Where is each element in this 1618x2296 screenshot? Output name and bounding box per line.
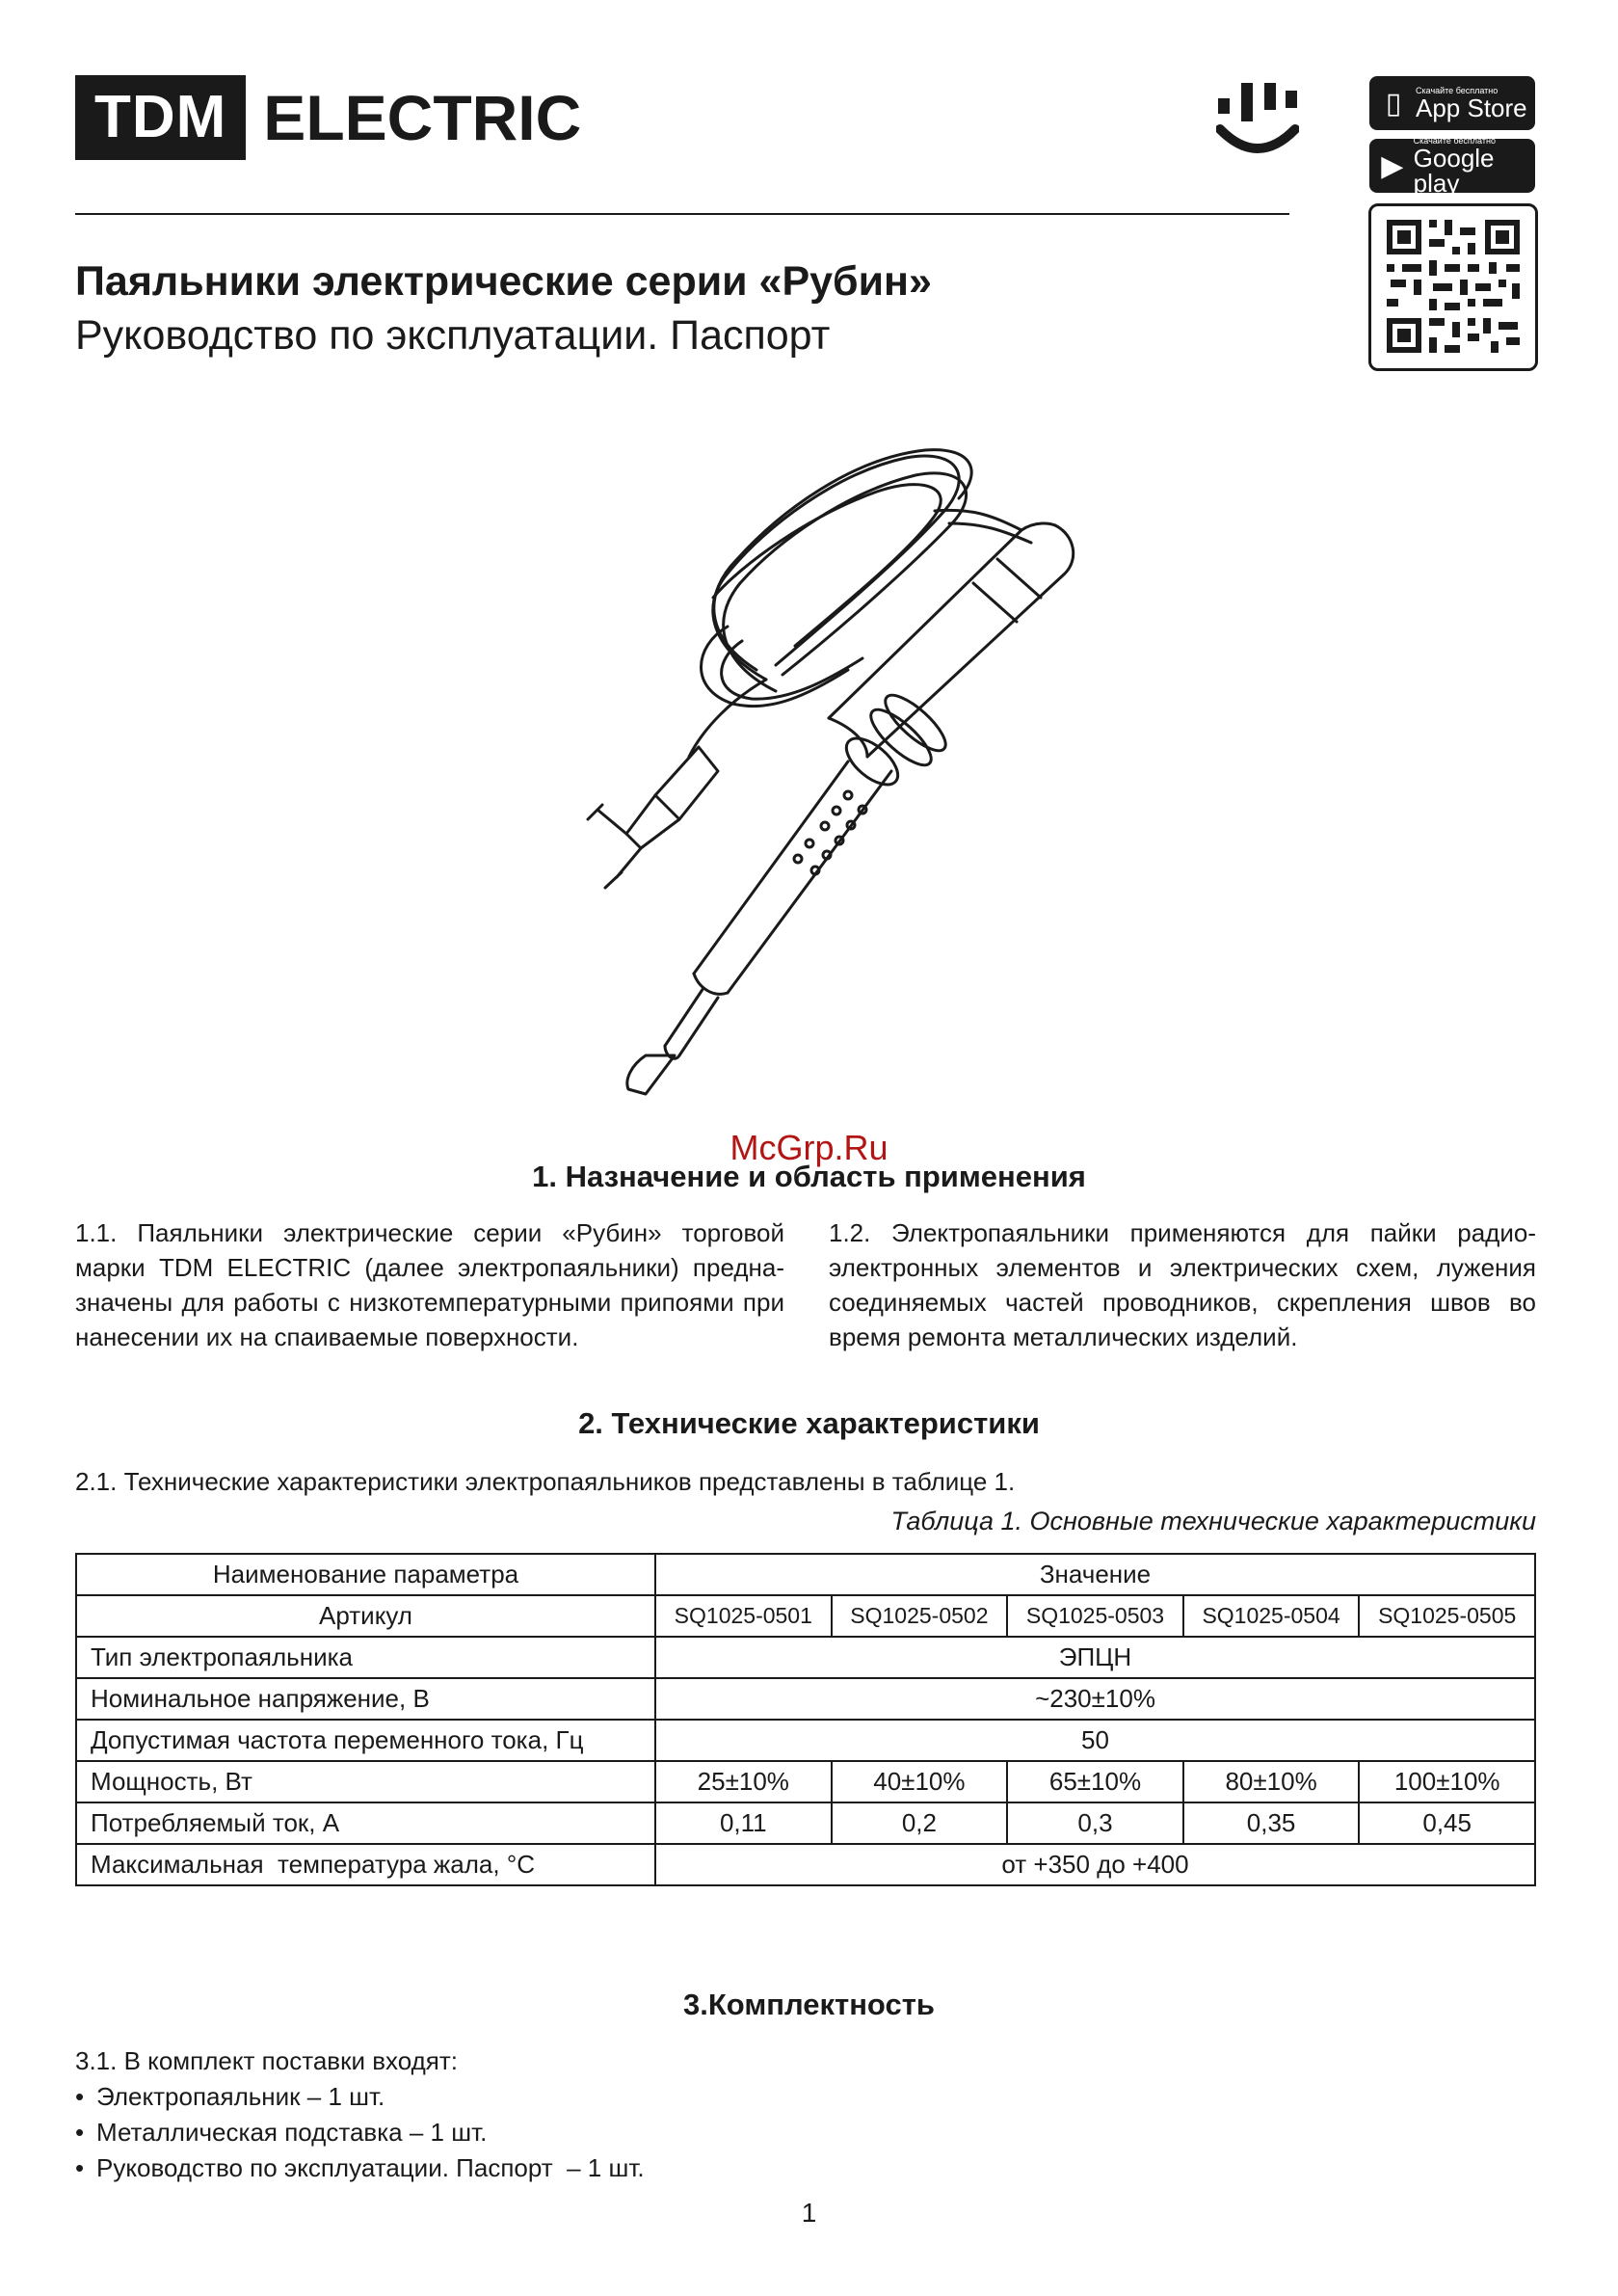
type-value: ЭПЦН bbox=[655, 1637, 1535, 1678]
article-label: Артикул bbox=[76, 1595, 655, 1637]
temperature-value: от +350 до +400 bbox=[655, 1844, 1535, 1885]
table-row bbox=[76, 1761, 1535, 1802]
current-cell: 0,3 bbox=[1007, 1802, 1183, 1844]
appstore-small-text: Скачайте бесплатно bbox=[1416, 86, 1499, 95]
voltage-value: ~230±10% bbox=[655, 1678, 1535, 1720]
list-item-text: Электропаяльник – 1 шт. bbox=[96, 2082, 385, 2111]
article-cell: SQ1025-0501 bbox=[655, 1595, 832, 1637]
current-cell: 0,11 bbox=[655, 1802, 832, 1844]
current-cell: 0,45 bbox=[1359, 1802, 1535, 1844]
googleplay-label: Google play bbox=[1413, 144, 1495, 198]
googleplay-small-text: Скачайте бесплатно bbox=[1413, 136, 1496, 146]
list-item-text: Руководство по эксплуатации. Паспорт – 1 шт. bbox=[96, 2153, 645, 2182]
logo-box: TDM bbox=[75, 75, 246, 160]
page-subtitle: Руководство по эксплуатации. Паспорт bbox=[75, 312, 831, 359]
article-cell: SQ1025-0502 bbox=[832, 1595, 1008, 1637]
phone-icon: ▯ bbox=[1385, 87, 1402, 120]
list-item bbox=[75, 2153, 645, 2183]
param-header: Наименование параметра bbox=[76, 1554, 655, 1595]
table-row bbox=[76, 1637, 1535, 1678]
power-cell: 100±10% bbox=[1359, 1761, 1535, 1802]
table-row bbox=[76, 1678, 1535, 1720]
page-number: 1 bbox=[801, 2198, 817, 2228]
table-row bbox=[76, 1720, 1535, 1761]
section-2-intro: 2.1. Технические характеристики электропаяльников представлены в таблице 1. bbox=[75, 1467, 1016, 1496]
app-store-badge[interactable] bbox=[1369, 76, 1535, 130]
value-header: Значение bbox=[655, 1554, 1535, 1595]
section-2-heading: 2. Технические характеристики bbox=[578, 1406, 1040, 1440]
article-cell: SQ1025-0505 bbox=[1359, 1595, 1535, 1637]
list-item-text: Металлическая подставка – 1 шт. bbox=[96, 2118, 488, 2147]
bullet-icon: • bbox=[75, 2082, 85, 2111]
temperature-label: Максимальная температура жала, °С bbox=[76, 1844, 655, 1885]
voltage-label: Номинальное напряжение, В bbox=[76, 1678, 655, 1720]
table-row bbox=[76, 1554, 1535, 1595]
qr-code bbox=[1368, 203, 1538, 371]
section-3-intro: 3.1. В комплект поставки входят: bbox=[75, 2046, 459, 2075]
header-rule bbox=[75, 213, 1289, 215]
list-item bbox=[75, 2082, 385, 2112]
article-cell: SQ1025-0504 bbox=[1183, 1595, 1360, 1637]
frequency-label: Допустимая частота переменного тока, Гц bbox=[76, 1720, 655, 1761]
table-row bbox=[76, 1595, 1535, 1637]
article-cell: SQ1025-0503 bbox=[1007, 1595, 1183, 1637]
type-label: Тип электропаяльника bbox=[76, 1637, 655, 1678]
table-caption: Таблица 1. Основные технические характеристики bbox=[890, 1507, 1536, 1535]
bullet-icon: • bbox=[75, 2118, 85, 2147]
specifications-table bbox=[75, 1553, 1536, 1886]
appstore-label: App Store bbox=[1416, 93, 1527, 122]
section-1-paragraph-1: 1.1. Паяльники электрические серии «Рубин» торговой марки TDM ELECTRIC (далее электропаяльники) предна-значены для работы с низкотемпературными припоями при нанесении их на спаиваемые поверхности. bbox=[75, 1218, 784, 1351]
section-1-paragraph-2: 1.2. Электропаяльники применяются для пайки радио-электронных элементов и электрических схем, лужения соединяемых частей проводников, скрепления швов во время ремонта металлических изделий. bbox=[829, 1218, 1536, 1351]
section-3-heading: 3.Комплектность bbox=[683, 1988, 935, 2021]
section-1-heading: 1. Назначение и область применения bbox=[532, 1160, 1086, 1193]
google-play-badge[interactable] bbox=[1369, 136, 1535, 198]
brand-logo bbox=[75, 75, 581, 160]
bullet-icon: • bbox=[75, 2153, 85, 2182]
table-row bbox=[76, 1802, 1535, 1844]
power-label: Мощность, Вт bbox=[76, 1761, 655, 1802]
power-cell: 25±10% bbox=[655, 1761, 832, 1802]
power-cell: 80±10% bbox=[1183, 1761, 1360, 1802]
watermark: McGrp.Ru bbox=[729, 1128, 889, 1167]
list-item bbox=[75, 2118, 487, 2148]
play-icon: ▶ bbox=[1381, 149, 1404, 182]
current-cell: 0,35 bbox=[1183, 1802, 1360, 1844]
power-cell: 65±10% bbox=[1007, 1761, 1183, 1802]
table-row bbox=[76, 1844, 1535, 1885]
power-cell: 40±10% bbox=[832, 1761, 1008, 1802]
soldering-iron-illustration bbox=[520, 439, 1099, 1104]
current-label: Потребляемый ток, А bbox=[76, 1802, 655, 1844]
logo-word: ELECTRIC bbox=[263, 82, 582, 153]
current-cell: 0,2 bbox=[832, 1802, 1008, 1844]
smile-icon bbox=[1216, 81, 1299, 160]
frequency-value: 50 bbox=[655, 1720, 1535, 1761]
qr-code-icon bbox=[1371, 206, 1535, 368]
page-title: Паяльники электрические серии «Рубин» bbox=[75, 258, 932, 305]
